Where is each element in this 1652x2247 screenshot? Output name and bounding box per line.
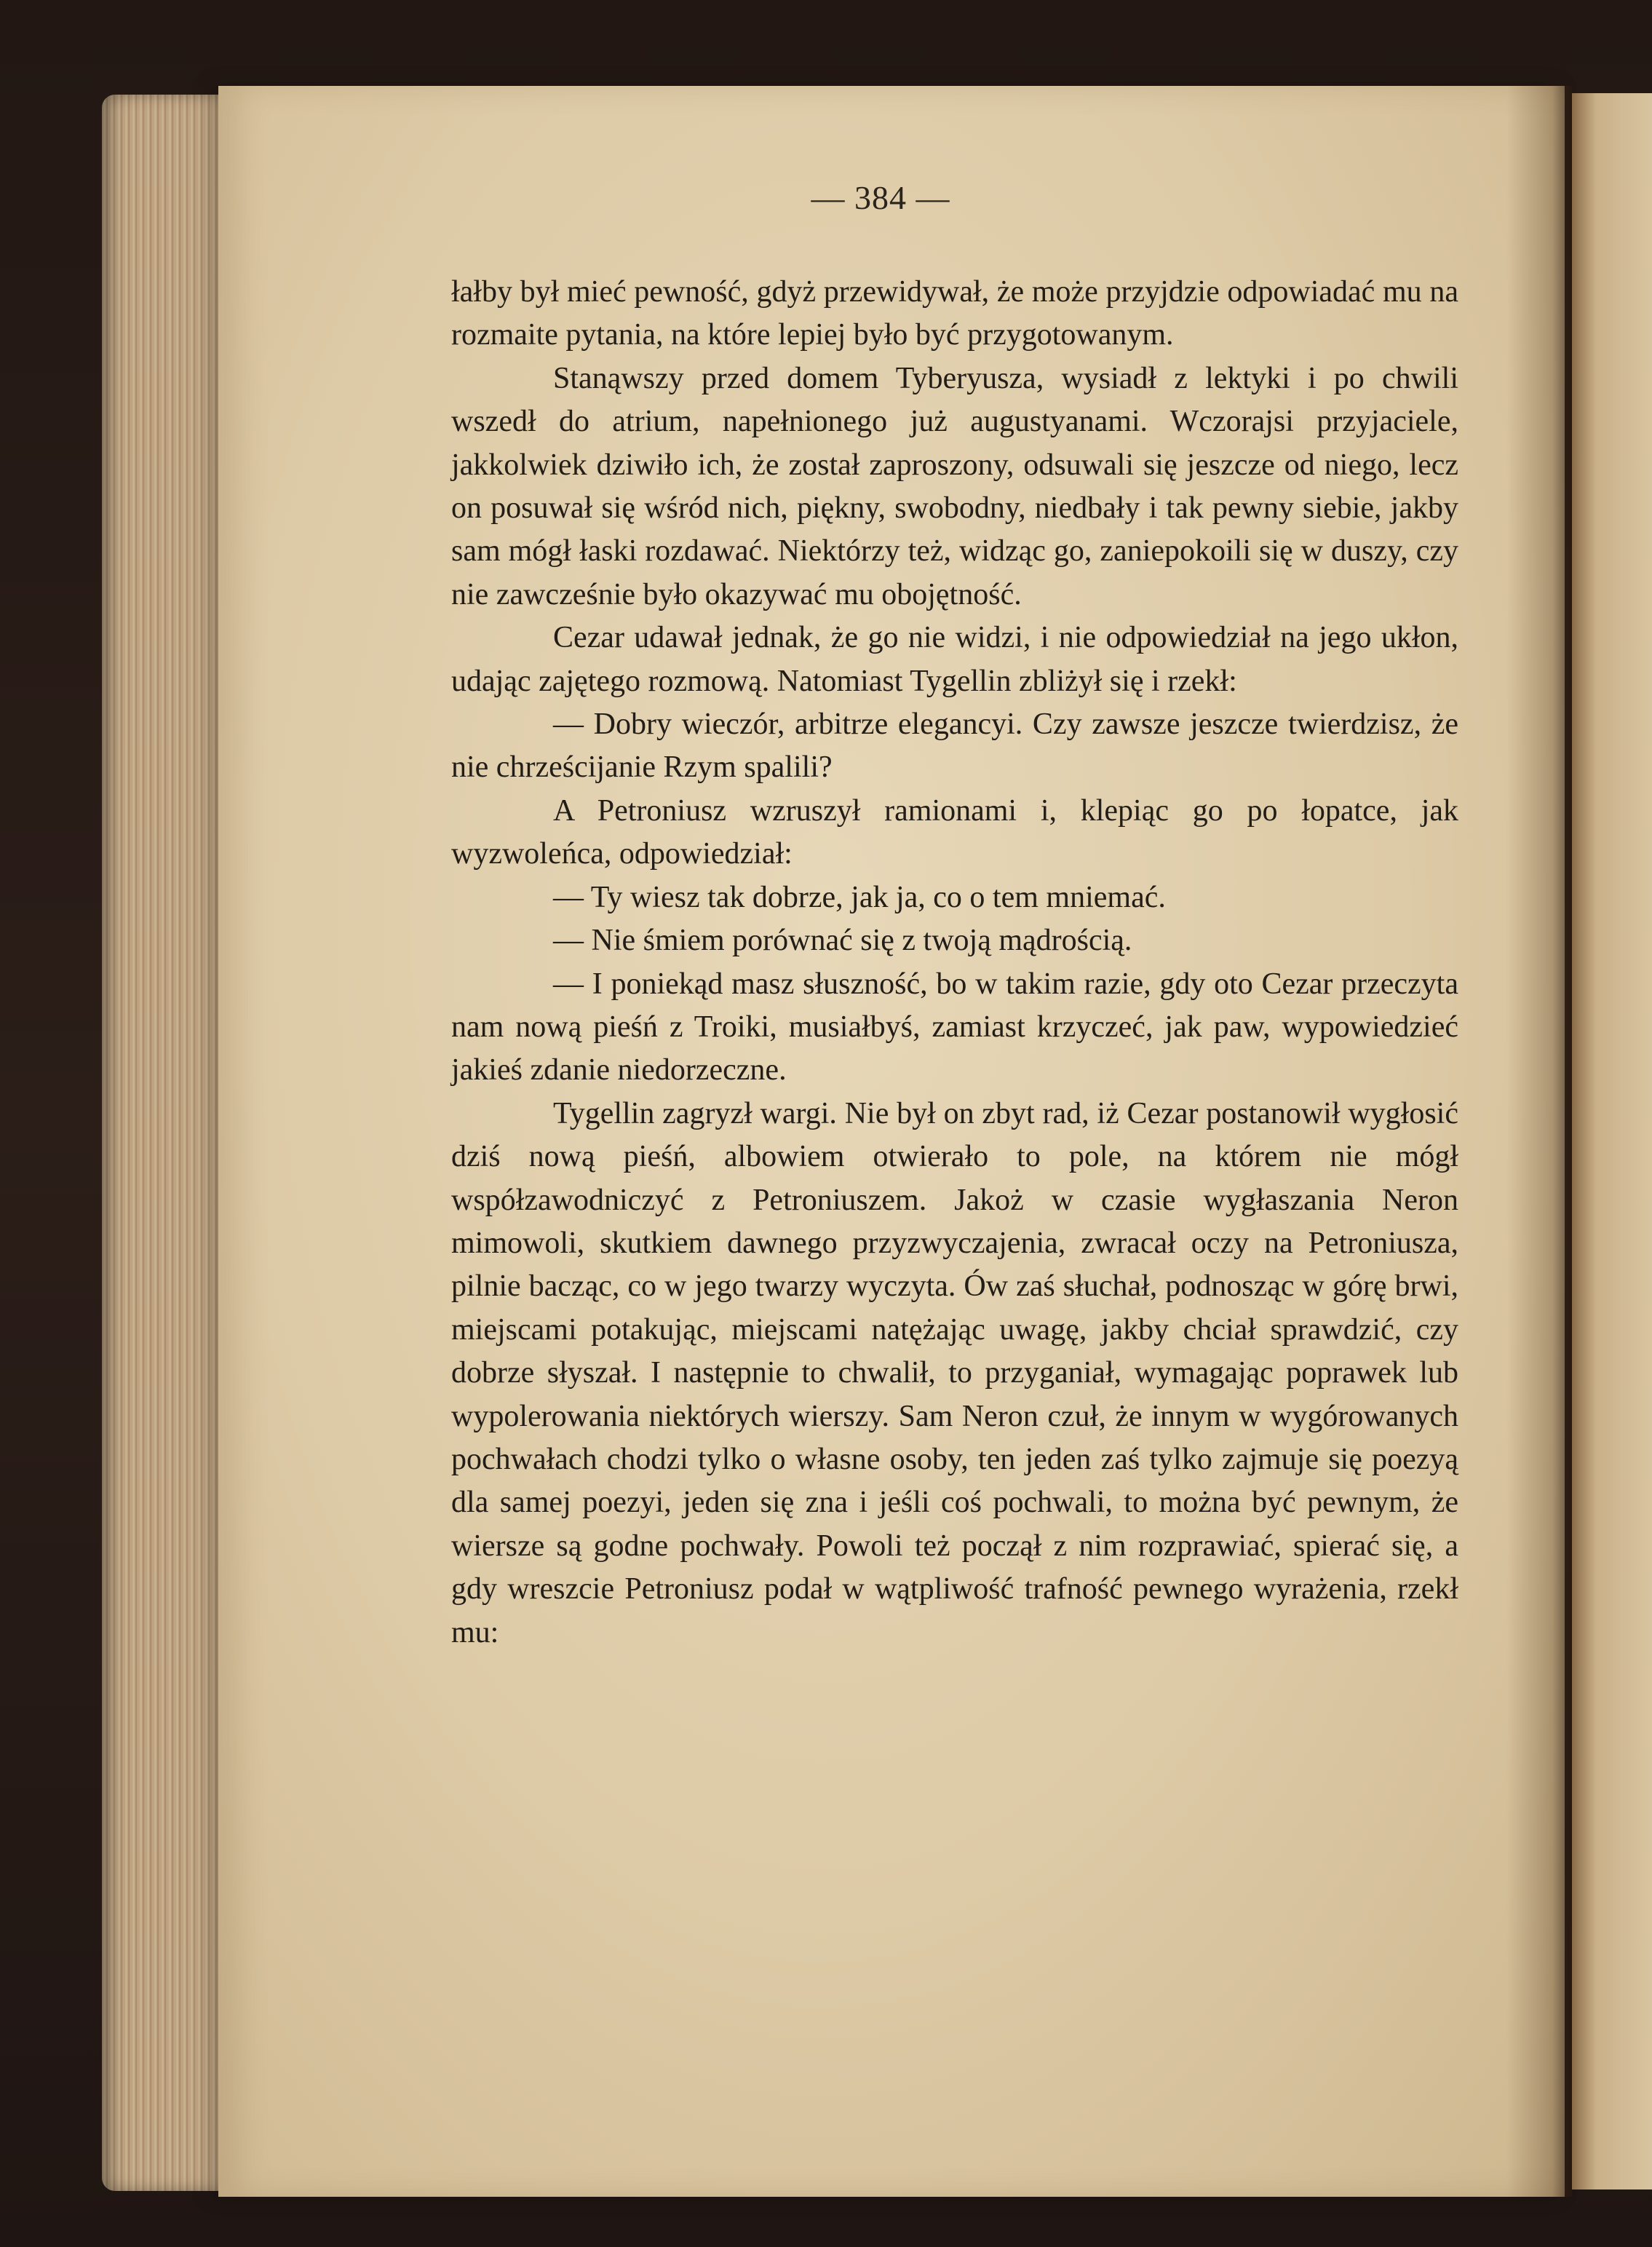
dialogue-line: — Nie śmiem porównać się z twoją mądrością.: [553, 924, 1132, 958]
gutter-shadow: [1506, 86, 1572, 2197]
dialogue-line: — I poniekąd masz słuszność, bo w takim razie, gdy oto Cezar przeczyta nam nową pieśń z Troiki, musiałbyś, zamiast krzyczeć, jak paw, wypowiedzieć jakieś zdanie niedorzeczne.: [451, 967, 1458, 1087]
dialogue-line: — Dobry wieczór, arbitrze elegancyi. Czy zawsze jeszcze twierdzisz, że nie chrześcijanie Rzym spalili?: [451, 708, 1458, 785]
body-text: [451, 271, 1458, 1654]
paragraph: Stanąwszy przed domem Tyberyusza, wysiadł z lektyki i po chwili wszedł do atrium, napełnionego już augustyanami. Wczorajsi przyjaciele, jakkolwiek dziwiło ich, że został zaproszony, odsuwali się jeszcze od niego, lecz on posuwał się wśród nich, piękny, swobodny, niedbały i tak pewny siebie, jakby sam mógł łaski rozdawać. Niektórzy też, widząc go, zaniepokoili się w duszy, czy nie zawcześnie było okazywać mu obojętność.: [451, 361, 1458, 611]
paragraph: Cezar udawał jednak, że go nie widzi, i nie odpowiedział na jego ukłon, udając zajętego rozmową. Natomiast Tygellin zbliżył się i rzekł:: [451, 621, 1458, 698]
paragraph: Tygellin zagryzł wargi. Nie był on zbyt rad, iż Cezar postanowił wygłosić dziś nową pieśń, albowiem otwierało to pole, na którem nie mógł współzawodniczyć z Petroniuszem. Jakoż w czasie wygłaszania Neron mimowoli, skutkiem dawnego przyzwyczajenia, zwracał oczy na Petroniusza, pilnie bacząc, co w jego twarzy wyczyta. Ów zaś słuchał, podnosząc w górę brwi, miejscami potakując, miejscami natężając uwagę, jakby chciał sprawdzić, czy dobrze słyszał. I następnie to chwalił, to przyganiał, wymagając poprawek lub wypolerowania niektórych wierszy. Sam Neron czuł, że innym w wygórowanych pochwałach chodzi tylko o własne osoby, ten jeden zaś tylko zajmuje się poezyą dla samej poezyi, jeden się zna i jeśli coś pochwali, to można być pewnym, że wiersze są godne pochwały. Powoli też począł z nim rozprawiać, spierać się, a gdy wreszcie Petroniusz podał w wątpliwość trafność pewnego wyrażenia, rzekł mu:: [451, 1096, 1458, 1649]
facing-page-edge: [1572, 93, 1652, 2189]
paragraph-continuation: łałby był mieć pewność, gdyż przewidywał, że może przyjdzie odpowiadać mu na rozmaite pytania, na które lepiej było być przygotowanym.: [451, 275, 1458, 352]
paragraph: A Petroniusz wzruszył ramionami i, klepiąc go po łopatce, jak wyzwoleńca, odpowiedział:: [451, 793, 1458, 871]
page-number: — 384 —: [811, 179, 950, 216]
dialogue-line: — Ty wiesz tak dobrze, jak ja, co o tem mniemać.: [553, 880, 1166, 914]
